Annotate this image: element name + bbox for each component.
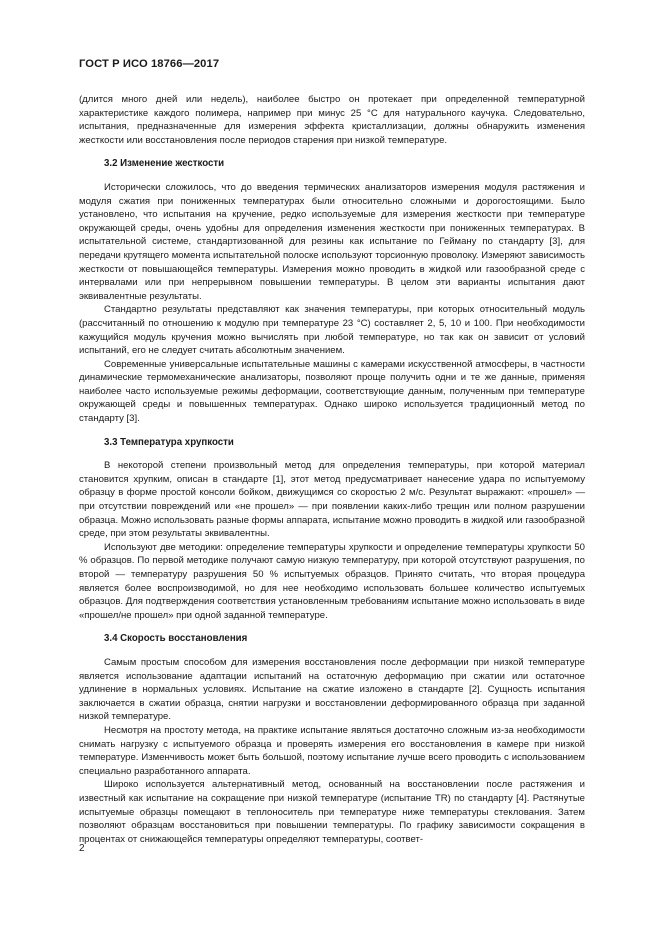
paragraph: Несмотря на простоту метода, на практике испытание являться достаточно сложным из-за необходимости снимать нагрузку с испытуемого образца и проверять измерения его восстановления в камере при низкой температуре. Изменчивость может быть большой, поэтому испытание лучше всего проводить с использованием специально разработанного аппарата. <box>79 724 585 777</box>
paragraph: В некоторой степени произвольный метод для определения температуры, при которой материал становится хрупким, описан в стандарте [1], этот метод предусматривает нанесение удара по испытуемому образцу в форме простой консоли бойком, движущимся со скоростью 2 м/с. Результат выражают: «прошел» — при отсутствии повреждений или «не прошел» — при появлении каких-либо трещин или полном разрушении образца. Можно использовать разные формы аппарата, испытание можно проводить в жидкой или газообразной среде, при этом результаты эквивалентны. <box>79 460 585 540</box>
page-number: 2 <box>79 843 85 854</box>
document-header: ГОСТ Р ИСО 18766—2017 <box>79 58 220 70</box>
paragraph: Широко используется альтернативный метод, основанный на восстановлении после растяжения и известный как испытание на сокращение при низкой температуре (испытание TR) по стандарту [4]. Растянутые испытуемые образцы помещают в теплоноситель при температуре ниже температуры стеклования. Затем позволяют образцам восстановиться при повышении температуры. По графику зависимости сокращения в процентах от снижающейся температуры определяют температуры, соответ- <box>79 779 585 845</box>
paragraph: Стандартно результаты представляют как значения температуры, при которых относительный модуль (рассчитанный по отношению к модулю при температуре 23 °С) составляет 2, 5, 10 и 100. При необходимости кажущийся модуль кручения можно вычислять при любой температуре, но так как он зависит от условий испытаний, его не следует считать абсолютным значением. <box>79 304 585 357</box>
paragraph: Используют две методики: определение температуры хрупкости и определение температуры хрупкости 50 % образцов. По первой методике получают самую низкую температуру, при которой отсутствуют разрушения, по второй — температуру разрушения 50 % испытуемых образцов. Принято считать, что вторая процедура является более воспроизводимой, но для нее необходимо использовать большее количество испытуемых образцов. Для подтверждения соответствия установленным требованиям испытание можно использовать в виде «прошел/не прошел» при одной заданной температуре. <box>79 541 585 621</box>
document-body <box>79 93 585 846</box>
paragraph: Самым простым способом для измерения восстановления после деформации при низкой температуре является использование адаптации испытаний на остаточную деформацию при сжатии или остаточное удлинение в нормальных условиях. Испытание на сжатие изложено в стандарте [2]. Сущность испытания заключается в сжатии образца, снятии нагрузки и восстановлении деформированного образца при заданной низкой температуре. <box>79 656 585 723</box>
section-heading-3-4: 3.4 Скорость восстановления <box>104 633 248 645</box>
section-heading-3-3: 3.3 Температура хрупкости <box>104 436 234 448</box>
intro-paragraph: (длится много дней или недель), наиболее быстро он протекает при определенной температурной характеристике каждого полимера, например при минус 25 °С для натурального каучука. Следовательно, испытания, предназначенные для измерения эффекта кристаллизации, должны обнаружить изменения жесткости или восстановления после периодов старения при низкой температуре. <box>79 94 585 146</box>
paragraph: Современные универсальные испытательные машины с камерами искусственной атмосферы, в частности динамические термомеханические анализаторы, позволяют проще получить одни и те же данные, применяя наиболее часто используемые режимы деформации, соответствующие данным, полученным при температуре окружающей среды и повышенных температурах. Однако широко используется традиционный метод по стандарту [3]. <box>79 358 585 425</box>
paragraph: Исторически сложилось, что до введения термических анализаторов измерения модуля растяжения и модуля сжатия при пониженных температурах были относительно сложными и дорогостоящими. Было установлено, что испытания на кручение, редко используемые для измерения жесткости при температуре окружающей среды, очень удобны для определения изменения жесткости при пониженных температурах. В испытательной системе, стандартизованной для резины как испытание по Гейману по стандарту [3], для передачи крутящего момента испытательной полоске используют торсионную проволоку. Измеряют зависимость жесткости от повышающейся температуры. Измерения можно проводить в жидкой или газообразной среде с интервалами или при непрерывном повышении температуры. В целом эти варианты испытания дают эквивалентные результаты. <box>79 181 585 302</box>
section-heading-3-2: 3.2 Изменение жесткости <box>104 158 225 170</box>
